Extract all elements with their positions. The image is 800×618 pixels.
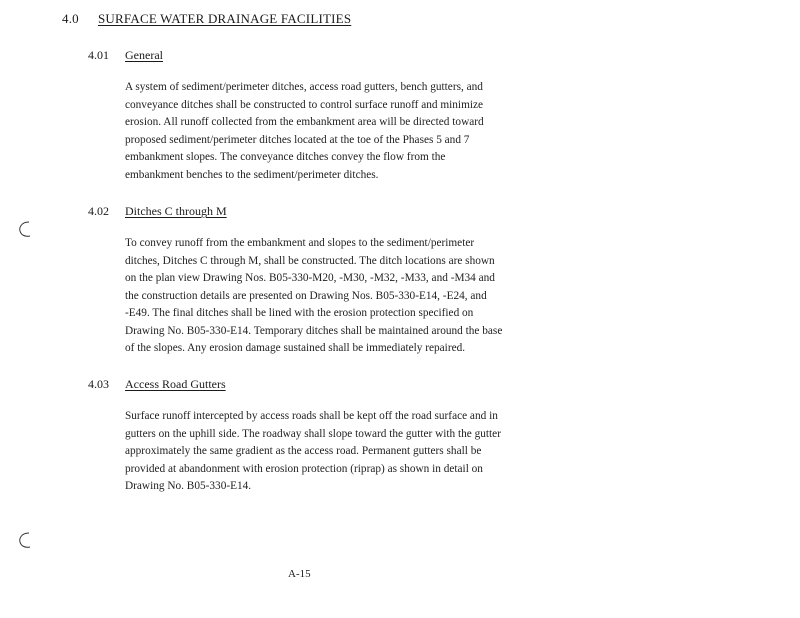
text-line: -E49. The final ditches shall be lined with the erosion protection specified on [125, 307, 474, 319]
text-line: Drawing No. B05-330-E14. Temporary ditches shall be maintained around the base [125, 324, 503, 337]
subsection-heading-access-road [88, 377, 226, 392]
paragraph-general [125, 79, 530, 184]
section-title: SURFACE WATER DRAINAGE FACILITIES [98, 11, 352, 26]
text-line: proposed sediment/perimeter ditches located at the toe of the Phases 5 and 7 [125, 133, 470, 146]
text-line: approximately the same gradient as the access road. Permanent gutters shall be [125, 445, 482, 457]
text-line: on the plan view Drawing Nos. B05-330-M20, -M30, -M32, -M33, and -M34 and [125, 272, 495, 284]
text-line: embankment slopes. The conveyance ditches convey the flow from the [125, 151, 446, 163]
text-line: gutters on the uphill side. The roadway shall slope toward the gutter with the gutter [125, 427, 501, 440]
subsection-title: General [125, 48, 163, 62]
paragraph-access-road [125, 408, 530, 496]
text-line: the construction details are presented on Drawing Nos. B05-330-E14, -E24, and [125, 289, 487, 302]
section-heading [62, 11, 352, 27]
text-line: A system of sediment/perimeter ditches, access road gutters, bench gutters, and [125, 81, 483, 93]
subsection-title: Ditches C through M [125, 204, 227, 218]
section-number: 4.0 [62, 11, 79, 26]
punch-hole-icon [16, 220, 32, 238]
subsection-heading-ditches [88, 204, 227, 219]
subsection-number: 4.03 [88, 377, 109, 391]
text-line: erosion. All runoff collected from the embankment area will be directed toward [125, 116, 484, 128]
punch-hole-icon [16, 531, 32, 549]
text-line: of the slopes. Any erosion damage sustained shall be immediately repaired. [125, 342, 466, 354]
subsection-number: 4.01 [88, 48, 109, 62]
subsection-title: Access Road Gutters [125, 377, 226, 391]
text-line: provided at abandonment with erosion protection (riprap) as shown in detail on [125, 462, 483, 475]
text-line: ditches, Ditches C through M, shall be constructed. The ditch locations are shown [125, 254, 495, 267]
text-line: conveyance ditches shall be constructed to control surface runoff and minimize [125, 98, 484, 111]
text-line: Drawing No. B05-330-E14. [125, 480, 252, 492]
text-line: embankment benches to the sediment/perimeter ditches. [125, 168, 379, 181]
paragraph-ditches [125, 235, 530, 358]
text-line: To convey runoff from the embankment and slopes to the sediment/perimeter [125, 237, 475, 249]
text-line: Surface runoff intercepted by access roads shall be kept off the road surface and in [125, 410, 498, 422]
page-number: A-15 [288, 568, 311, 580]
subsection-heading-general [88, 48, 163, 63]
subsection-number: 4.02 [88, 204, 109, 218]
